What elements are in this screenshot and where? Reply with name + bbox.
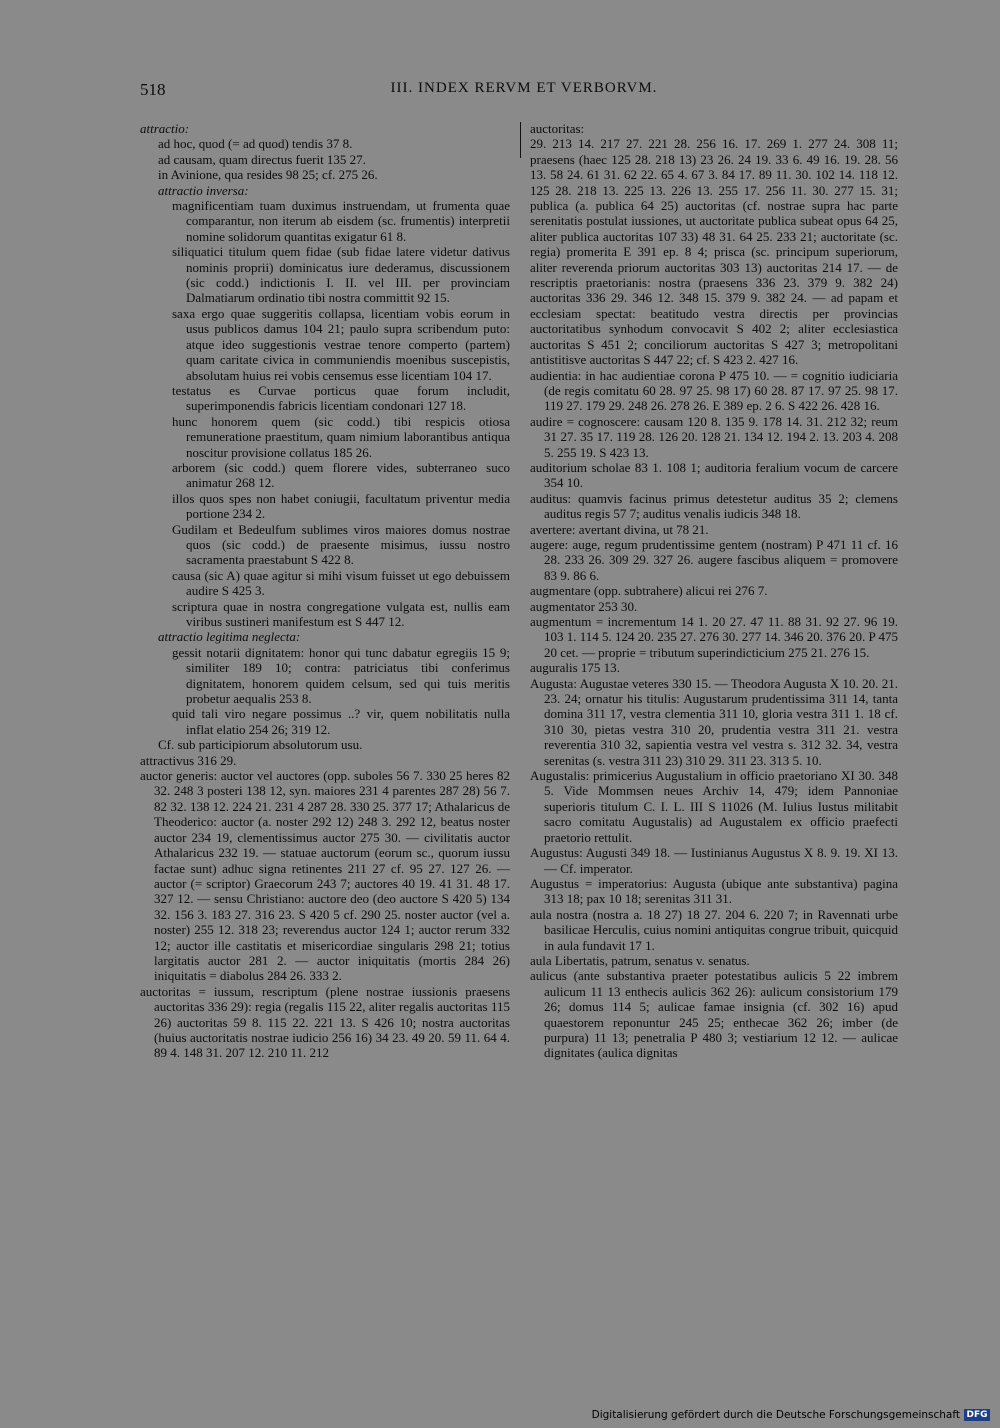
index-entry: attractivus 316 29. [140, 752, 237, 768]
index-entry: illos quos spes non habet coniugii, facultatum priventur media portione 234 2. [172, 490, 510, 522]
index-entry: audientia: in hac audientiae corona P 475 10. — = cognitio iudiciaria (de regis comitatu 60 28. 97 25. 98 17) 60 28. 87 17. 97 25. 98 17. 119 27. 179 29. 248 26. 278 26. E 389 ep. 2 6. S 422 26. 428 16. [530, 367, 898, 414]
index-entry: arborem (sic codd.) quem florere vides, subterraneo suco animatur 268 12. [172, 459, 510, 491]
index-entry: aulicus (ante substantiva praeter potestatibus aulicis 5 22 imbrem aulicum 11 13 enthecis aulicis 362 26): aulicum consistorium 179 26; domus 114 5; aulicae famae insignia (cf. 302 16) apud quaestorem reponuntur 245 25; enthecae 362 26; imber (de purpura) 11 13; penetralia P 480 3; vestiarium 12 12. — aulicae dignitates (aulica dignitas [530, 968, 898, 1061]
index-entry: aula Libertatis, patrum, senatus v. senatus. [530, 952, 750, 968]
column-divider [520, 122, 521, 158]
index-entry: hunc honorem quem (sic codd.) tibi respicis otiosa remuneratione praestitum, quam nimium laborantibus antiqua noscitur provisione collatus 185 26. [172, 413, 510, 460]
index-entry: siliquatici titulum quem fidae (sub fidae latere videtur dativus nominis proprii) dominicatus iure dederamus, discussionem (sic codd.) indictionis I. II. vel III. per provinciam Dalmatiarum ordinatio tibi nostra committit 92 15. [172, 244, 510, 306]
index-entry: gessit notarii dignitatem: honor qui tunc dabatur egregiis 15 9; similiter 189 10; contra: patriciatus tibi conferimus dignitatem, honorem quidem celsum, sed qui tuis meritis probetur aequalis 253 8. [172, 644, 510, 707]
index-entry: auditus: quamvis facinus primus detestetur auditus 35 2; clemens auditus regis 57 7; auditus venalis iudicis 348 18. [530, 490, 898, 522]
footer-text: Digitalisierung gefördert durch die Deutsche Forschungsgemeinschaft [591, 1409, 960, 1421]
index-entry: Cf. sub participiorum absolutorum usu. [158, 737, 363, 753]
index-entry: audire = cognoscere: causam 120 8. 135 9. 178 14. 31. 212 32; reum 31 27. 35 17. 119 28. 126 20. 128 21. 134 12. 194 2. 13. 203 4. 208 5. 255 19. S 423 13. [530, 413, 898, 460]
index-entry: auctoritas = iussum, rescriptum (plene nostrae iussionis praesens auctoritas 336 29): regia (regalis 115 22, aliter regalis auctoritas 115 26) auctoritas 59 8. 115 22. 221 13. S 426 10; nostra auctoritas (huius auctoritatis nostrae iudicio 256 16) 34 23. 49 20. 59 11. 64 4. 89 4. 148 31. 207 12. 210 11. 212 [140, 983, 510, 1061]
index-entry: scriptura quae in nostra congregatione vulgata est, nullis eam viribus sustineri manifestum est S 447 12. [172, 598, 510, 629]
index-entry: auditorium scholae 83 1. 108 1; auditoria feralium vocum de carcere 354 10. [530, 459, 898, 491]
index-entry: avertere: avertant divina, ut 78 21. [530, 521, 709, 537]
index-entry: attractio: [140, 121, 190, 136]
index-entry: ad causam, quam directus fuerit 135 27. [158, 151, 366, 167]
index-entry: Gudilam et Bedeulfum sublimes viros maiores domus nostrae quos (sic codd.) de praesente misimus, iussu nostro sacramenta praestabunt S 422 8. [172, 521, 510, 568]
index-entry: aula nostra (nostra a. 18 27) 18 27. 204 6. 220 7; in Ravennati urbe basilicae Herculis, cuius nomini antiquitas congrue tribuit, quicquid in aula fundavit 17 1. [530, 906, 898, 953]
index-column-left [140, 121, 510, 1061]
index-entry: attractio legitima neglecta: [158, 629, 301, 645]
index-entry: Augustus: Augusti 349 18. — Iustinianus Augustus X 8. 9. 19. XI 13. — Cf. imperator. [530, 845, 898, 876]
index-entry: ad hoc, quod (= ad quod) tendis 37 8. [158, 136, 353, 152]
index-entry: auctor generis: auctor vel auctores (opp. suboles 56 7. 330 25 heres 82 32. 248 3 posteri 138 12, syn. maiores 231 4 parentes 287 28) 56 7. 82 32. 138 12. 224 21. 231 4 287 28. 330 25. 377 17; Athalaricus de Theoderico: auctor (a. noster 292 12) 248 3. 292 12, beatus noster auctor 234 19, clementissimus auctor 275 30. — civilitatis auctor Athalaricus 232 19. — statuae auctorum (eorum sc., quorum iussu factae sunt) adhuc signa retinentes 211 27 cf. 95 27. 127 26. — auctor (= scriptor) Graecorum 243 7; auctores 40 19. 41 31. 48 17. 327 12. — sensu Christiano: auctore deo (deo auctore S 420 5) 134 32. 156 3. 183 27. 316 23. S 420 5 cf. 290 25. noster auctor (vel a. noster) 255 12. 318 23; reverendus auctor 124 1; auctor rerum 332 12; auctor ille castitatis et misericordiae singularis 298 21; totius largitatis auctor 281 2. — auctor iniquitatis (mortis 284 26) iniquitatis = diabolus 284 26. 333 2. [140, 768, 510, 984]
index-entry: augmentare (opp. subtrahere) alicui rei 276 7. [530, 583, 768, 599]
digitization-footer [592, 1408, 990, 1422]
page-number: 518 [140, 80, 166, 99]
index-entry: magnificentiam tuam duximus instruendam, ut frumenta quae comparantur, non iterum ab eisdem (sc. frumentis) interpretii nomine solidorum quantitas exigatur 61 8. [172, 198, 510, 244]
index-entry: augmentum = incrementum 14 1. 20 27. 47 11. 88 31. 92 27. 96 19. 103 1. 114 5. 124 20. 235 27. 276 30. 277 14. 346 20. 376 20. P 475 20 cet. — proprie = tributum superindicticium 275 21. 276 15. [530, 614, 899, 660]
index-entry: causa (sic A) quae agitur si mihi visum fuisset ut ego debuissem audire S 425 3. [172, 567, 510, 599]
page-header [140, 80, 868, 102]
index-entry: Augustus = imperatorius: Augusta (ubique ante substantiva) pagina 313 18; pax 10 18; serenitas 311 31. [530, 875, 898, 907]
index-entry: attractio inversa: [158, 182, 249, 198]
index-entry: Augustalis: primicerius Augustalium in officio praetoriano XI 30. 348 5. Vide Mommsen neues Archiv 14, 479; idem Pannoniae superioris titulum C. I. L. III S 11026 (M. Iulius Iustus militabit sacro comitatu Augustalis) ad Augustalem ex officio praefecti praetorio rettulit. [530, 768, 898, 845]
running-title: III. INDEX RERVM ET VERBORVM. [390, 80, 658, 96]
index-column-right [530, 121, 898, 1061]
index-entry: auctoritas: [530, 121, 585, 136]
index-entry: auguralis 175 13. [530, 660, 620, 676]
index-entry: in Avinione, qua resides 98 25; cf. 275 26. [158, 167, 378, 183]
index-entry: quid tali viro negare possimus ..? vir, quem nobilitatis nulla inflat elatio 254 26; 319 12. [172, 706, 510, 737]
index-entry: saxa ergo quae suggeritis collapsa, licentiam vobis eorum in usus publicos damus 104 21; paulo supra scribendum puto: atque ideo suggestionis vestrae tenore comperto (partem) quam caritate civica in communiendis moenibus suscepistis, absolutam huius rei vobis censemus esse licentiam 104 17. [172, 305, 510, 383]
index-entry: 29. 213 14. 217 27. 221 28. 256 16. 17. 269 1. 277 24. 308 11; praesens (haec 125 28. 218 13) 23 26. 24 19. 33 6. 49 16. 19. 28. 56 13. 58 24. 61 31. 62 22. 65 4. 67 3. 84 17. 89 11. 30. 102 14. 118 12. 125 28. 218 13. 225 13. 226 13. 255 17. 256 11. 30. 277 15. 31; publica (a. publica 64 25) auctoritas (cf. nostrae supra hac parte serenitatis postulat iussiones, ut auctoritate publica subeat opus 64 25, aliter publica auctoritas 107 33) 48 31. 64 25. 233 21; auctoritate (sc. regia) promerita E 391 ep. 8 4; prisca (sc. principum superiorum, aliter reverenda priorum auctoritas 303 13) auctoritas 214 17. — de rescriptis praetorianis: nostra (praesens 336 23. 379 9. 382 24) auctoritas 336 29. 346 12. 348 15. 379 9. 382 24. — ad papam et ecclesiam spectat: beatitudo vestra directis per provincias auctoritatibus synhodum convocavit S 402 2; aliter ecclesiastica auctoritas S 451 2; conciliorum auctoritas S 427 3; metropolitani antistitisve auctoritas S 447 22; cf. S 423 2. 427 16. [530, 136, 898, 368]
index-entry: Augusta: Augustae veteres 330 15. — Theodora Augusta X 10. 20. 21. 23. 24; ornatur his titulis: Augustarum prudentissima 311 14, tanta domina 311 17, vestra clementia 311 10, gloria vestra 311 1. 18 cf. 310 30, pietas vestra 310 20, prudentia vestra 311 21. vestra reverentia 310 32, sapientia vestra vel vestra s. 312 32. 34, vestra serenitas (s. vestra 311 23) 310 29. 311 23. 313 5. 10. [530, 675, 898, 768]
index-entry: testatus es Curvae porticus quae forum includit, superimponendis fabricis licentiam condonari 127 18. [172, 382, 510, 414]
dfg-logo-icon: DFG [964, 1409, 990, 1421]
index-entry: augere: auge, regum prudentissime gentem (nostram) P 471 11 cf. 16 28. 233 26. 309 29. 327 26. augere fascibus aliquem = promovere 83 9. 86 6. [530, 536, 898, 583]
index-entry: augmentator 253 30. [530, 598, 638, 614]
